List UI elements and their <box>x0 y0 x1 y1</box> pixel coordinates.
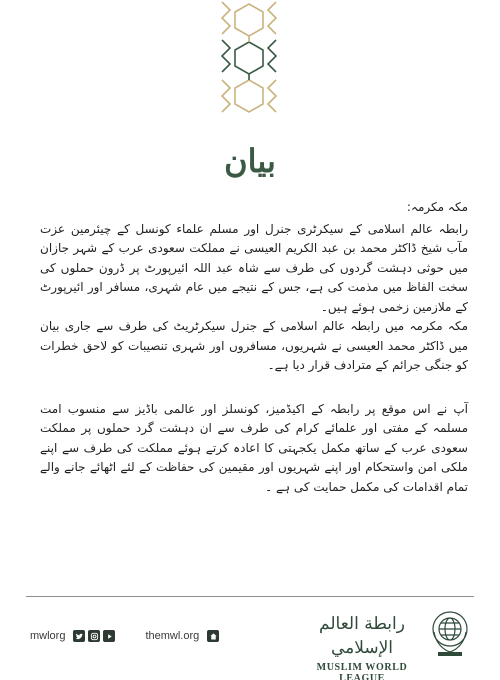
instagram-icon[interactable] <box>88 630 100 642</box>
page-title: بیان <box>224 142 276 180</box>
footer-links <box>30 628 219 644</box>
paragraph-1: رابطہ عالم اسلامی کے سیکرٹری جنرل اور مسلم علماء کونسل کے چیئرمین عزت مآب شیخ ڈاکٹر محمد بن عبد الکریم العیسی نے مملکت سعودی عرب کے شہر جازان میں حوثی دہشت گردوں کی طرف سے شاہ عبد اللہ ائیرپورٹ پر ڈرون حملوں کی سخت الفاظ میں مذمت کی ہے، جس کے نتیجے میں عام شہری، مسافر اور ائیرپورٹ کے ملازمین زخمی ہوئے ہیں۔ <box>40 221 468 314</box>
globe-emblem-icon <box>428 608 472 658</box>
social-icons <box>73 630 115 642</box>
website-link[interactable]: themwl.org <box>145 630 200 642</box>
paragraph-2: مکہ مکرمہ میں رابطہ عالم اسلامی کے جنرل سیکرٹریٹ کی طرف سے جاری بیان میں ڈاکٹر محمد العیسی نے شہریوں، مسافروں اور شہری تنصیبات کو لاحق خطرات کو جنگی جرائم کے مترادف قرار دیا ہے۔ <box>40 319 468 372</box>
logo-arabic: رابطة العالم الإسلامي <box>319 614 405 658</box>
paragraph-3: آپ نے اس موقع پر رابطہ کے اکیڈمیز، کونسلز اور عالمی باڈیز سے منسوب امت مسلمہ کے مفتی اور علمائے کرام کی طرف سے ان دہشت گرد حملوں پر مملکت سعودی عرب کے ساتھ مکمل یکجہتی کا اعادہ کرتے ہوئے مملکت کی طرف سے اپنے ملکی امن واستحکام اور اپنے شہریوں اور مقیمین کی حفاظت کے لئے اٹھائے جانے والے تمام اقدامات کی مکمل حمایت کی ہے ۔ <box>40 401 468 494</box>
youtube-icon[interactable] <box>103 630 115 642</box>
geometric-hexagon-ornament-icon <box>218 0 280 118</box>
twitter-icon[interactable] <box>73 630 85 642</box>
footer-divider <box>26 596 474 597</box>
statement-body <box>40 198 468 497</box>
social-handle[interactable]: mwlorg <box>30 630 66 642</box>
home-icon[interactable] <box>207 630 219 642</box>
mwl-logo-text <box>300 612 424 680</box>
logo-english: MUSLIM WORLD LEAGUE <box>316 662 408 680</box>
dateline-place: مکہ مکرمہ: <box>406 200 468 214</box>
